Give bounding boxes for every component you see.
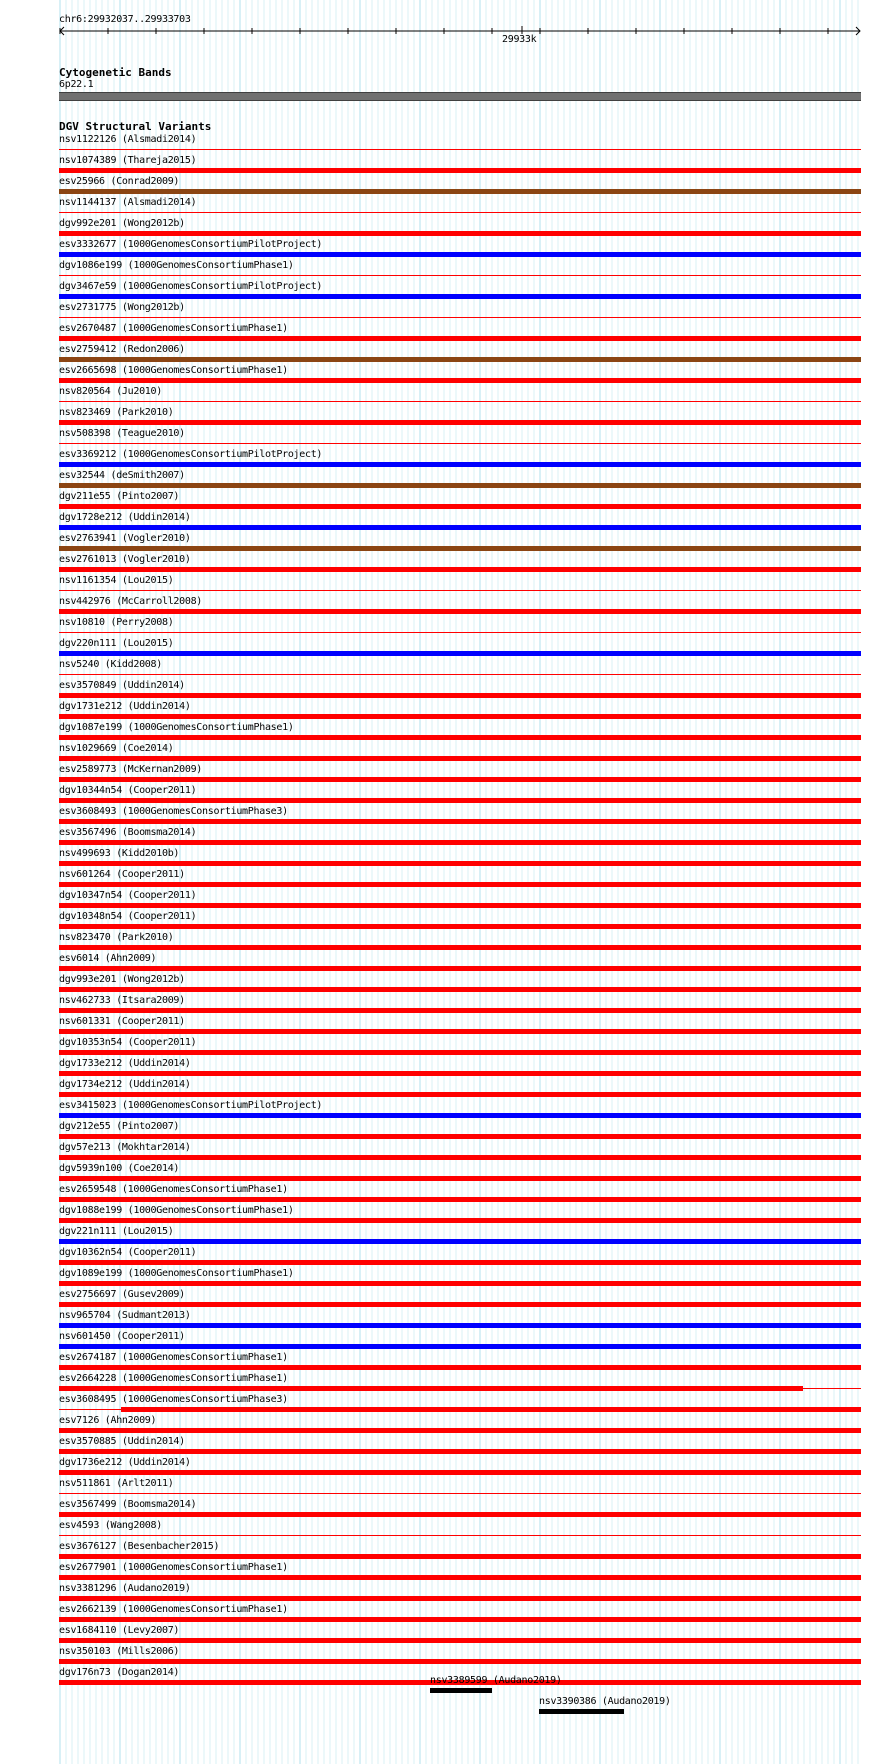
feature-label: dgv220n111 (Lou2015) — [59, 638, 174, 649]
feature-bar[interactable] — [59, 1092, 861, 1097]
feature-bar[interactable] — [59, 378, 861, 383]
feature-label: nsv601331 (Cooper2011) — [59, 1016, 185, 1027]
feature-bar-head — [59, 1409, 121, 1410]
feature-bar[interactable] — [59, 1029, 861, 1034]
feature-label: dgv1089e199 (1000GenomesConsortiumPhase1) — [59, 1268, 294, 1279]
feature-bar[interactable] — [59, 420, 861, 425]
feature-bar[interactable] — [59, 317, 861, 318]
feature-bar[interactable] — [59, 1113, 861, 1118]
feature-bar[interactable] — [59, 525, 861, 530]
feature-bar[interactable] — [59, 1344, 861, 1349]
feature-label: esv1684110 (Levy2007) — [59, 1625, 180, 1636]
feature-bar[interactable] — [59, 294, 861, 299]
feature-bar[interactable] — [59, 924, 861, 929]
feature-bar[interactable] — [59, 777, 861, 782]
feature-bar[interactable] — [59, 1155, 861, 1160]
feature-bar[interactable] — [59, 861, 861, 866]
feature-bar[interactable] — [59, 1575, 861, 1580]
feature-label: dgv1086e199 (1000GenomesConsortiumPhase1) — [59, 260, 294, 271]
feature-label: esv2665698 (1000GenomesConsortiumPhase1) — [59, 365, 288, 376]
feature-bar[interactable] — [59, 504, 861, 509]
feature-bar[interactable] — [59, 819, 861, 824]
feature-bar[interactable] — [59, 609, 861, 614]
feature-label: esv3608495 (1000GenomesConsortiumPhase3) — [59, 1394, 288, 1405]
feature-bar[interactable] — [59, 987, 861, 992]
feature-label: dgv10347n54 (Cooper2011) — [59, 890, 197, 901]
feature-label: nsv442976 (McCarroll2008) — [59, 596, 203, 607]
feature-label: esv2589773 (McKernan2009) — [59, 764, 203, 775]
feature-bar[interactable] — [59, 1176, 861, 1181]
feature-label: esv2662139 (1000GenomesConsortiumPhase1) — [59, 1604, 288, 1615]
feature-bar[interactable] — [539, 1709, 624, 1714]
feature-bar[interactable] — [59, 546, 861, 551]
feature-label: esv2659548 (1000GenomesConsortiumPhase1) — [59, 1184, 288, 1195]
feature-label: dgv10353n54 (Cooper2011) — [59, 1037, 197, 1048]
feature-bar[interactable] — [59, 1323, 861, 1328]
feature-bar[interactable] — [59, 168, 861, 173]
feature-bar[interactable] — [59, 1449, 861, 1454]
feature-label: nsv820564 (Ju2010) — [59, 386, 162, 397]
feature-label: dgv10362n54 (Cooper2011) — [59, 1247, 197, 1258]
feature-bar[interactable] — [59, 674, 861, 675]
feature-bar[interactable] — [59, 756, 861, 761]
feature-bar[interactable] — [59, 1302, 861, 1307]
feature-bar[interactable] — [59, 1050, 861, 1055]
feature-bar[interactable] — [59, 1365, 861, 1370]
feature-bar[interactable] — [59, 1512, 861, 1517]
feature-bar[interactable] — [59, 632, 861, 633]
feature-label: esv3369212 (1000GenomesConsortiumPilotProject) — [59, 449, 323, 460]
feature-bar[interactable] — [59, 1493, 861, 1494]
feature-bar[interactable] — [59, 252, 861, 257]
feature-label: dgv221n111 (Lou2015) — [59, 1226, 174, 1237]
feature-bar[interactable] — [59, 1596, 861, 1601]
feature-bar[interactable] — [59, 567, 861, 572]
feature-bar[interactable] — [59, 798, 861, 803]
feature-label: nsv350103 (Mills2006) — [59, 1646, 180, 1657]
feature-bar[interactable] — [59, 1470, 861, 1475]
feature-label: esv3676127 (Besenbacher2015) — [59, 1541, 220, 1552]
feature-bar[interactable] — [59, 149, 861, 150]
feature-bar[interactable] — [59, 590, 861, 591]
feature-label: nsv965704 (Sudmant2013) — [59, 1310, 191, 1321]
feature-bar[interactable] — [59, 483, 861, 488]
feature-bar[interactable] — [59, 945, 861, 950]
feature-label: nsv499693 (Kidd2010b) — [59, 848, 180, 859]
feature-bar[interactable] — [59, 840, 861, 845]
cytoband-label: 6p22.1 — [59, 79, 94, 90]
feature-label: dgv10348n54 (Cooper2011) — [59, 911, 197, 922]
feature-bar[interactable] — [59, 1659, 861, 1664]
feature-bar[interactable] — [59, 1428, 861, 1433]
feature-label: esv3567499 (Boomsma2014) — [59, 1499, 197, 1510]
feature-bar[interactable] — [121, 1407, 861, 1412]
feature-label: dgv992e201 (Wong2012b) — [59, 218, 185, 229]
feature-label: esv3570849 (Uddin2014) — [59, 680, 185, 691]
feature-label: nsv462733 (Itsara2009) — [59, 995, 185, 1006]
feature-label: dgv1087e199 (1000GenomesConsortiumPhase1) — [59, 722, 294, 733]
feature-bar[interactable] — [59, 462, 861, 467]
feature-label: esv2674187 (1000GenomesConsortiumPhase1) — [59, 1352, 288, 1363]
feature-label: esv3567496 (Boomsma2014) — [59, 827, 197, 838]
feature-label: dgv1734e212 (Uddin2014) — [59, 1079, 191, 1090]
feature-bar[interactable] — [59, 1197, 861, 1202]
feature-bar[interactable] — [59, 1554, 861, 1559]
feature-bar[interactable] — [59, 1535, 861, 1536]
feature-label: esv2756697 (Gusev2009) — [59, 1289, 185, 1300]
feature-label: nsv3389599 (Audano2019) — [430, 1675, 562, 1686]
feature-label: dgv3467e59 (1000GenomesConsortiumPilotProject) — [59, 281, 323, 292]
feature-label: dgv10344n54 (Cooper2011) — [59, 785, 197, 796]
feature-label: nsv10810 (Perry2008) — [59, 617, 174, 628]
feature-bar[interactable] — [59, 212, 861, 213]
feature-label: esv2763941 (Vogler2010) — [59, 533, 191, 544]
feature-bar[interactable] — [59, 189, 861, 194]
feature-label: esv2759412 (Redon2006) — [59, 344, 185, 355]
feature-label: esv2670487 (1000GenomesConsortiumPhase1) — [59, 323, 288, 334]
feature-label: dgv5939n100 (Coe2014) — [59, 1163, 180, 1174]
feature-bar[interactable] — [59, 231, 861, 236]
feature-label: nsv511861 (Arlt2011) — [59, 1478, 174, 1489]
feature-bar[interactable] — [59, 275, 861, 276]
feature-label: esv25966 (Conrad2009) — [59, 176, 180, 187]
feature-label: nsv3381296 (Audano2019) — [59, 1583, 191, 1594]
feature-label: dgv57e213 (Mokhtar2014) — [59, 1142, 191, 1153]
feature-label: nsv5240 (Kidd2008) — [59, 659, 162, 670]
feature-bar[interactable] — [59, 1281, 861, 1286]
feature-label: esv3415023 (1000GenomesConsortiumPilotProject) — [59, 1100, 323, 1111]
feature-bar[interactable] — [59, 1071, 861, 1076]
feature-label: dgv1736e212 (Uddin2014) — [59, 1457, 191, 1468]
feature-label: dgv1728e212 (Uddin2014) — [59, 512, 191, 523]
feature-label: nsv1029669 (Coe2014) — [59, 743, 174, 754]
feature-bar[interactable] — [59, 882, 861, 887]
feature-label: esv32544 (deSmith2007) — [59, 470, 185, 481]
feature-label: nsv601450 (Cooper2011) — [59, 1331, 185, 1342]
feature-bar[interactable] — [59, 693, 861, 698]
feature-bar-tail — [803, 1388, 861, 1389]
feature-bar[interactable] — [59, 401, 861, 402]
feature-bar[interactable] — [430, 1688, 492, 1693]
feature-label: dgv1731e212 (Uddin2014) — [59, 701, 191, 712]
feature-label: nsv823469 (Park2010) — [59, 407, 174, 418]
feature-bar[interactable] — [59, 1386, 803, 1391]
feature-label: esv6014 (Ahn2009) — [59, 953, 157, 964]
feature-bar[interactable] — [59, 1008, 861, 1013]
feature-label: dgv211e55 (Pinto2007) — [59, 491, 180, 502]
feature-label: esv3608493 (1000GenomesConsortiumPhase3) — [59, 806, 288, 817]
feature-bar[interactable] — [59, 714, 861, 719]
feature-label: esv2677901 (1000GenomesConsortiumPhase1) — [59, 1562, 288, 1573]
ruler-tick-label: 29933k — [502, 34, 537, 45]
feature-bar[interactable] — [59, 651, 861, 656]
dgv-track-title: DGV Structural Variants — [59, 120, 212, 133]
feature-label: dgv176n73 (Dogan2014) — [59, 1667, 180, 1678]
feature-label: esv3332677 (1000GenomesConsortiumPilotProject) — [59, 239, 323, 250]
feature-bar[interactable] — [59, 1638, 861, 1643]
feature-label: nsv1122126 (Alsmadi2014) — [59, 134, 197, 145]
feature-label: nsv601264 (Cooper2011) — [59, 869, 185, 880]
feature-label: nsv508398 (Teague2010) — [59, 428, 185, 439]
feature-label: esv2731775 (Wong2012b) — [59, 302, 185, 313]
feature-label: dgv1088e199 (1000GenomesConsortiumPhase1) — [59, 1205, 294, 1216]
feature-bar[interactable] — [59, 1239, 861, 1244]
feature-label: dgv1733e212 (Uddin2014) — [59, 1058, 191, 1069]
feature-bar[interactable] — [59, 1260, 861, 1265]
feature-label: dgv993e201 (Wong2012b) — [59, 974, 185, 985]
feature-label: nsv1074389 (Thareja2015) — [59, 155, 197, 166]
feature-bar[interactable] — [59, 1617, 861, 1622]
feature-label: esv2761013 (Vogler2010) — [59, 554, 191, 565]
feature-label: esv7126 (Ahn2009) — [59, 1415, 157, 1426]
feature-bar[interactable] — [59, 1134, 861, 1139]
location-label: chr6:29932037..29933703 — [59, 14, 191, 25]
feature-bar[interactable] — [59, 735, 861, 740]
feature-label: nsv1144137 (Alsmadi2014) — [59, 197, 197, 208]
feature-label: esv4593 (Wang2008) — [59, 1520, 162, 1531]
feature-label: nsv1161354 (Lou2015) — [59, 575, 174, 586]
feature-bar[interactable] — [59, 357, 861, 362]
feature-label: nsv3390386 (Audano2019) — [539, 1696, 671, 1707]
feature-label: esv2664228 (1000GenomesConsortiumPhase1) — [59, 1373, 288, 1384]
feature-bar[interactable] — [59, 336, 861, 341]
feature-bar[interactable] — [59, 1218, 861, 1223]
feature-label: dgv212e55 (Pinto2007) — [59, 1121, 180, 1132]
feature-bar[interactable] — [59, 443, 861, 444]
feature-label: nsv823470 (Park2010) — [59, 932, 174, 943]
feature-bar[interactable] — [59, 966, 861, 971]
feature-bar[interactable] — [59, 903, 861, 908]
cytoband-track-title: Cytogenetic Bands — [59, 66, 172, 79]
feature-label: esv3570885 (Uddin2014) — [59, 1436, 185, 1447]
